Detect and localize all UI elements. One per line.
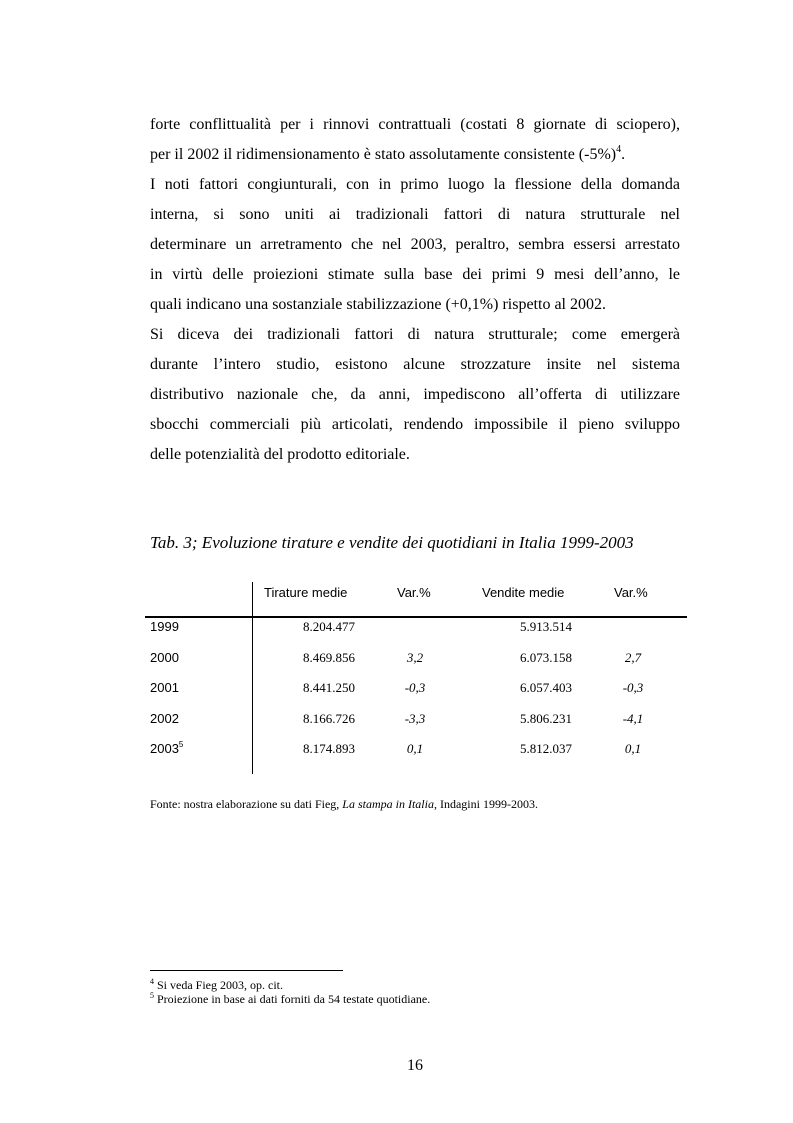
footnote-5-text: Proiezione in base ai dati forniti da 54 testate quotidiane. xyxy=(154,992,431,1006)
footnote-ref-5: 5 xyxy=(178,740,184,749)
source-suffix: , Indagini 1999-2003. xyxy=(433,797,538,811)
footnote-5-number: 5 xyxy=(150,991,154,1000)
footnote-4-text: Si veda Fieg 2003, op. cit. xyxy=(154,978,283,992)
row-2000-var-vendite: 2,7 xyxy=(624,650,642,665)
header-tirature-medie: Tirature medie xyxy=(264,585,348,600)
row-2000-tirature: 8.469.856 xyxy=(303,650,355,665)
row-2002-var-vendite: -4,1 xyxy=(622,711,644,726)
row-2000-year: 2000 xyxy=(150,650,179,665)
row-2001-vendite: 6.057.403 xyxy=(520,680,572,695)
header-var-tirature: Var.% xyxy=(397,585,431,600)
row-2003-year xyxy=(150,741,183,757)
row-2003-year-text: 2003 xyxy=(150,741,179,756)
body-line-3: I noti fattori congiunturali, con in primo luogo la flessione della domanda xyxy=(150,176,680,193)
row-2001-tirature: 8.441.250 xyxy=(303,680,355,695)
body-line-5: determinare un arretramento che nel 2003, peraltro, sembra essersi arrestato xyxy=(150,236,680,253)
header-vendite-medie: Vendite medie xyxy=(482,585,565,600)
body-line-2-text: per il 2002 il ridimensionamento è stato assolutamente consistente (-5%) xyxy=(150,146,617,163)
body-line-10: distributivo nazionale che, da anni, impediscono all’offerta di utilizzare xyxy=(150,386,680,403)
row-2000-vendite: 6.073.158 xyxy=(520,650,572,665)
row-2002-var-tirature: -3,3 xyxy=(404,711,426,726)
footnote-5 xyxy=(150,992,430,1006)
body-line-11: sbocchi commerciali più articolati, rendendo impossibile il pieno sviluppo xyxy=(150,416,680,433)
table-caption: Tab. 3; Evoluzione tirature e vendite dei quotidiani in Italia 1999-2003 xyxy=(150,533,634,552)
table-source xyxy=(150,796,538,812)
source-title: La stampa in Italia xyxy=(342,797,434,811)
row-2000-var-tirature: 3,2 xyxy=(406,650,424,665)
row-2003-tirature: 8.174.893 xyxy=(303,741,355,756)
row-2001-var-tirature: -0,3 xyxy=(404,680,426,695)
body-line-8: Si diceva dei tradizionali fattori di natura strutturale; come emergerà xyxy=(150,326,680,343)
source-prefix: Fonte: nostra elaborazione su dati Fieg, xyxy=(150,797,343,811)
row-2003-vendite: 5.812.037 xyxy=(520,741,572,756)
header-var-vendite: Var.% xyxy=(614,585,648,600)
row-2001-var-vendite: -0,3 xyxy=(622,680,644,695)
body-line-2-end: . xyxy=(621,146,626,163)
row-2003-var-vendite: 0,1 xyxy=(624,741,642,756)
body-line-1: forte conflittualità per i rinnovi contrattuali (costati 8 giornate di sciopero), xyxy=(150,116,680,133)
row-2003-var-tirature: 0,1 xyxy=(406,741,424,756)
row-1999-vendite: 5.913.514 xyxy=(520,619,572,634)
table-vertical-rule xyxy=(252,582,253,774)
body-line-6: in virtù delle proiezioni stimate sulla base dei primi 9 mesi dell’anno, le xyxy=(150,266,680,283)
body-line-2 xyxy=(150,140,680,170)
row-2001-year: 2001 xyxy=(150,680,179,695)
body-line-7: quali indicano una sostanziale stabilizzazione (+0,1%) rispetto al 2002. xyxy=(150,296,606,313)
footnote-rule xyxy=(150,970,343,971)
footnote-ref-4: 4 xyxy=(616,144,622,155)
row-1999-tirature: 8.204.477 xyxy=(303,619,355,634)
body-line-12: delle potenzialità del prodotto editoriale. xyxy=(150,446,410,463)
row-1999-year: 1999 xyxy=(150,619,179,634)
row-2002-tirature: 8.166.726 xyxy=(303,711,355,726)
footnote-4 xyxy=(150,978,283,992)
page-number: 16 xyxy=(407,1057,423,1074)
footnote-4-number: 4 xyxy=(150,977,154,986)
body-line-4: interna, si sono uniti ai tradizionali fattori di natura strutturale nel xyxy=(150,206,680,223)
row-2002-year: 2002 xyxy=(150,711,179,726)
row-2002-vendite: 5.806.231 xyxy=(520,711,572,726)
body-line-9: durante l’intero studio, esistono alcune strozzature insite nel sistema xyxy=(150,356,680,373)
table-header-rule xyxy=(145,616,687,618)
